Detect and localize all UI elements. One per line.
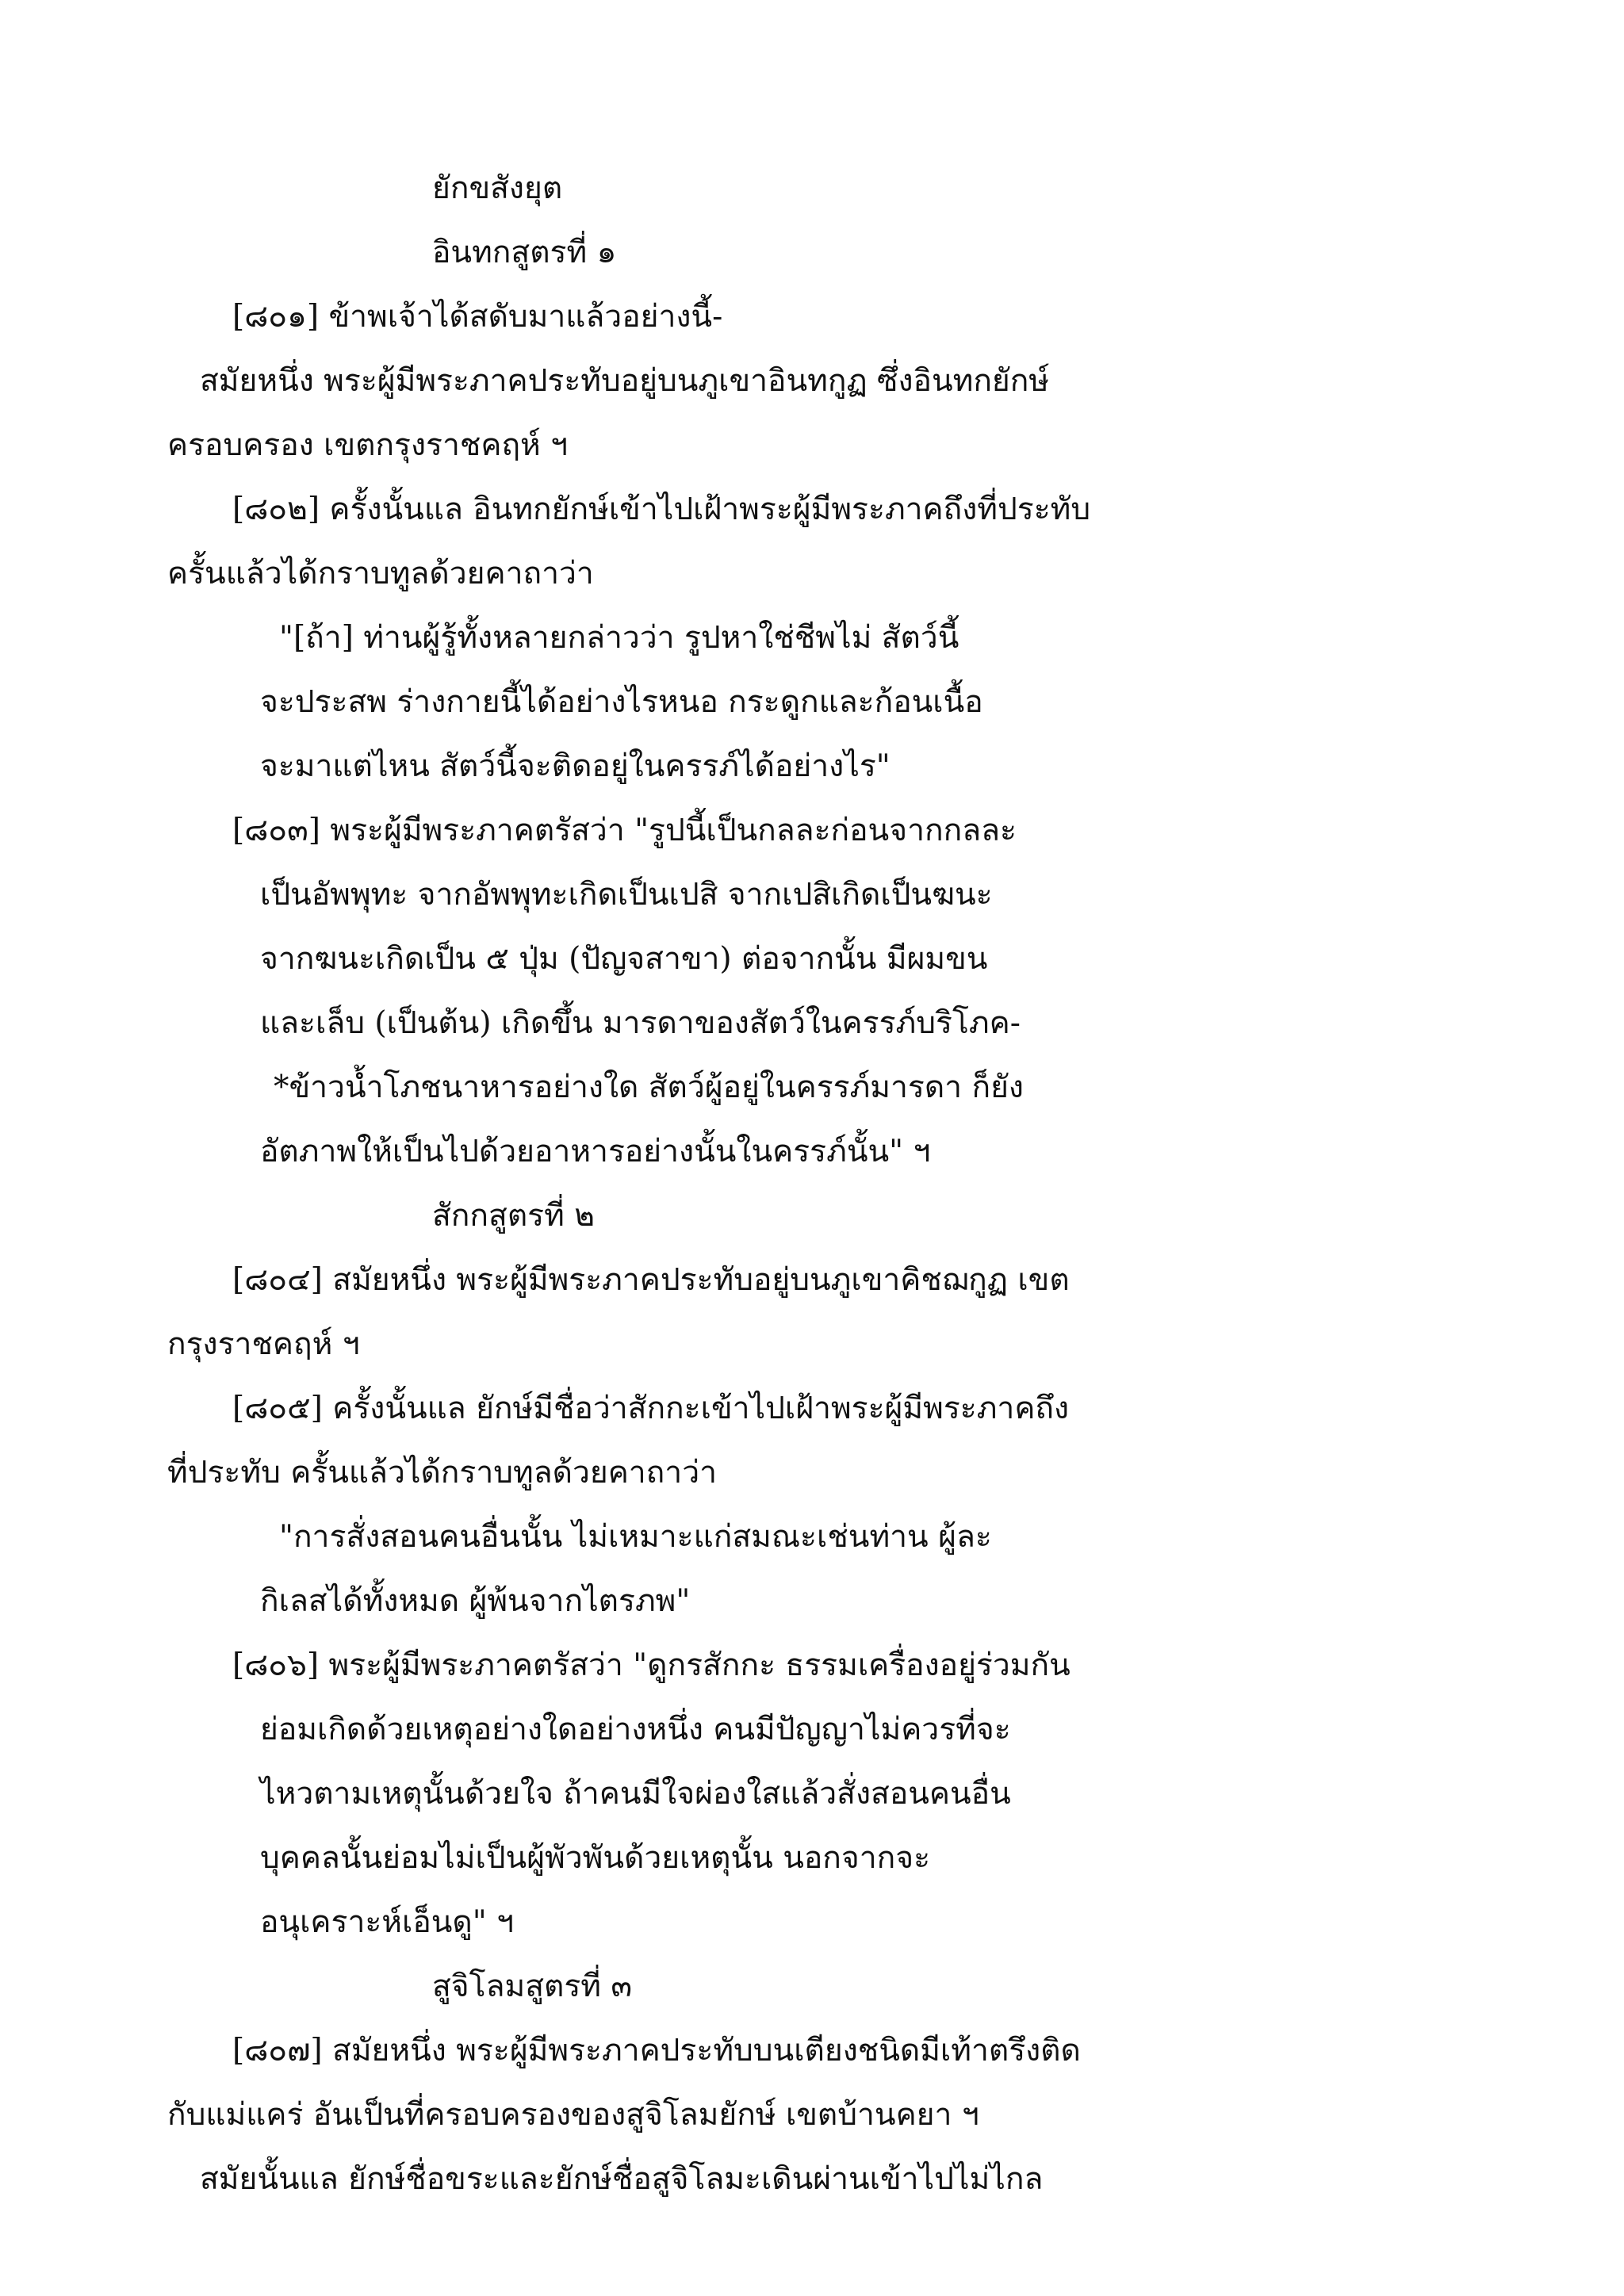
sutta-heading: สูจิโลมสูตรที่ ๓ [432,1969,633,2004]
verse-line: อัตภาพให้เป็นไปด้วยอาหารอย่างนั้นในครรภ์นั้น" ฯ [260,1134,931,1169]
text-line: ที่ประทับ ครั้นแล้วได้กราบทูลด้วยคาถาว่า [167,1455,717,1490]
verse-line: จะประสพ ร่างกายนี้ได้อย่างไรหนอ กระดูกและก้อนเนื้อ [260,684,983,720]
text-line: [๘๐๑] ข้าพเจ้าได้สดับมาแล้วอย่างนี้- [232,299,723,335]
verse-line: กิเลสได้ทั้งหมด ผู้พ้นจากไตรภพ" [260,1583,691,1619]
verse-line: และเล็บ (เป็นต้น) เกิดขึ้น มารดาของสัตว์ในครรภ์บริโภค- [260,1005,1021,1041]
verse-line: "การสั่งสอนคนอื่นนั้น ไม่เหมาะแก่สมณะเช่นท่าน ผู้ละ [279,1519,992,1555]
collection-title: ยักขสังยุต [432,170,563,206]
verse-line: ย่อมเกิดด้วยเหตุอย่างใดอย่างหนึ่ง คนมีปัญญาไม่ควรที่จะ [260,1712,1011,1747]
text-line: สมัยนั้นแล ยักษ์ชื่อขระและยักษ์ชื่อสูจิโลมะเดินผ่านเข้าไปไม่ไกล [200,2161,1044,2197]
text-line: ครอบครอง เขตกรุงราชคฤห์ ฯ [167,427,569,463]
verse-line: อนุเคราะห์เอ็นดู" ฯ [260,1904,514,1940]
verse-line: บุคคลนั้นย่อมไม่เป็นผู้พัวพันด้วยเหตุนั้น นอกจากจะ [260,1840,931,1876]
verse-line: เป็นอัพพุทะ จากอัพพุทะเกิดเป็นเปสิ จากเปสิเกิดเป็นฆนะ [260,877,993,913]
text-line: ครั้นแล้วได้กราบทูลด้วยคาถาว่า [167,556,594,591]
sutta-heading: อินทกสูตรที่ ๑ [432,235,617,270]
verse-line: "[ถ้า] ท่านผู้รู้ทั้งหลายกล่าวว่า รูปหาใช่ชีพไม่ สัตว์นี้ [279,620,959,656]
text-line: กรุงราชคฤห์ ฯ [167,1326,360,1362]
text-line: [๘๐๖] พระผู้มีพระภาคตรัสว่า "ดูกรสักกะ ธรรมเครื่องอยู่ร่วมกัน [232,1647,1071,1683]
verse-line: จากฆนะเกิดเป็น ๕ ปุ่ม (ปัญจสาขา) ต่อจากนั้น มีผมขน [260,941,988,977]
text-line: [๘๐๓] พระผู้มีพระภาคตรัสว่า "รูปนี้เป็นกลละก่อนจากกลละ [232,813,1017,848]
text-line: สมัยหนึ่ง พระผู้มีพระภาคประทับอยู่บนภูเขาอินทกูฏ ซึ่งอินทกยักษ์ [200,363,1050,399]
text-line: [๘๐๗] สมัยหนึ่ง พระผู้มีพระภาคประทับบนเตียงชนิดมีเท้าตรึงติด [232,2033,1081,2068]
verse-line: จะมาแต่ไหน สัตว์นี้จะติดอยู่ในครรภ์ได้อย่างไร" [260,748,891,784]
text-line: กับแม่แคร่ อันเป็นที่ครอบครองของสูจิโลมยักษ์ เขตบ้านคยา ฯ [167,2097,979,2133]
text-line: [๘๐๕] ครั้งนั้นแล ยักษ์มีชื่อว่าสักกะเข้าไปเฝ้าพระผู้มีพระภาคถึง [232,1391,1070,1426]
text-line: [๘๐๒] ครั้งนั้นแล อินทกยักษ์เข้าไปเฝ้าพระผู้มีพระภาคถึงที่ประทับ [232,492,1091,527]
sutta-heading: สักกสูตรที่ ๒ [432,1198,595,1234]
verse-line: ไหวตามเหตุนั้นด้วยใจ ถ้าคนมีใจผ่องใสแล้วสั่งสอนคนอื่น [260,1776,1011,1812]
text-line: [๘๐๔] สมัยหนึ่ง พระผู้มีพระภาคประทับอยู่บนภูเขาคิชฌกูฏ เขต [232,1262,1070,1298]
verse-line: *ข้าวน้ำโภชนาหารอย่างใด สัตว์ผู้อยู่ในครรภ์มารดา ก็ยัง [274,1070,1024,1105]
